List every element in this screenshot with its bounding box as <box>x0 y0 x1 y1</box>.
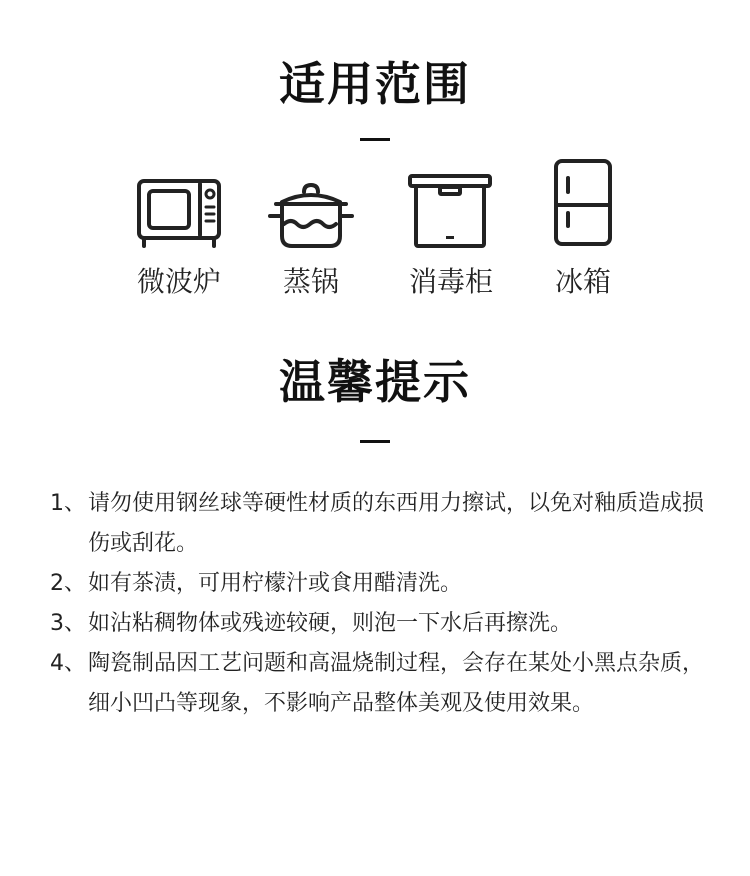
tip-text: 请勿使用钢丝球等硬性材质的东西用力擦试，以免对釉质造成损伤或刮花。 <box>88 491 705 556</box>
icon-label-sterilizer: 消毒柜 <box>408 265 493 298</box>
refrigerator-icon <box>538 158 628 248</box>
title-divider <box>360 138 390 141</box>
tip-text: 陶瓷制品因工艺问题和高温烧制过程，会存在某处小黑点杂质，细小凹凸等现象，不影响产品整体美观及使用效果。 <box>88 651 705 716</box>
icon-label-steamer: 蒸锅 <box>282 265 339 298</box>
section-title-scope: 适用范围 <box>279 57 471 111</box>
tip-number: 4、 <box>50 651 86 676</box>
tip-item-2 <box>50 564 710 604</box>
scope-item-steamer <box>236 158 386 298</box>
tip-item-3 <box>50 604 710 644</box>
scope-item-refrigerator <box>508 158 658 298</box>
tip-item-4 <box>50 644 710 724</box>
tip-number: 2、 <box>50 571 86 596</box>
tip-text: 如沾粘稠物体或残迹较硬，则泡一下水后再擦洗。 <box>88 611 573 636</box>
dish-sterilizer-icon <box>406 158 496 248</box>
scope-item-sterilizer <box>376 158 526 298</box>
scope-item-microwave <box>104 158 254 298</box>
tip-number: 1、 <box>50 491 86 516</box>
usage-scope-icons <box>0 158 750 298</box>
tip-number: 3、 <box>50 611 86 636</box>
title-divider-tips <box>360 440 390 443</box>
icon-label-refrigerator: 冰箱 <box>554 265 611 298</box>
microwave-icon <box>134 158 224 248</box>
icon-label-microwave: 微波炉 <box>136 265 221 298</box>
tip-text: 如有茶渍，可用柠檬汁或食用醋清洗。 <box>88 571 463 596</box>
section-title-tips: 温馨提示 <box>279 355 471 409</box>
tip-item-1 <box>50 484 710 564</box>
steamer-pot-icon <box>266 158 356 248</box>
tips-list <box>50 484 710 724</box>
